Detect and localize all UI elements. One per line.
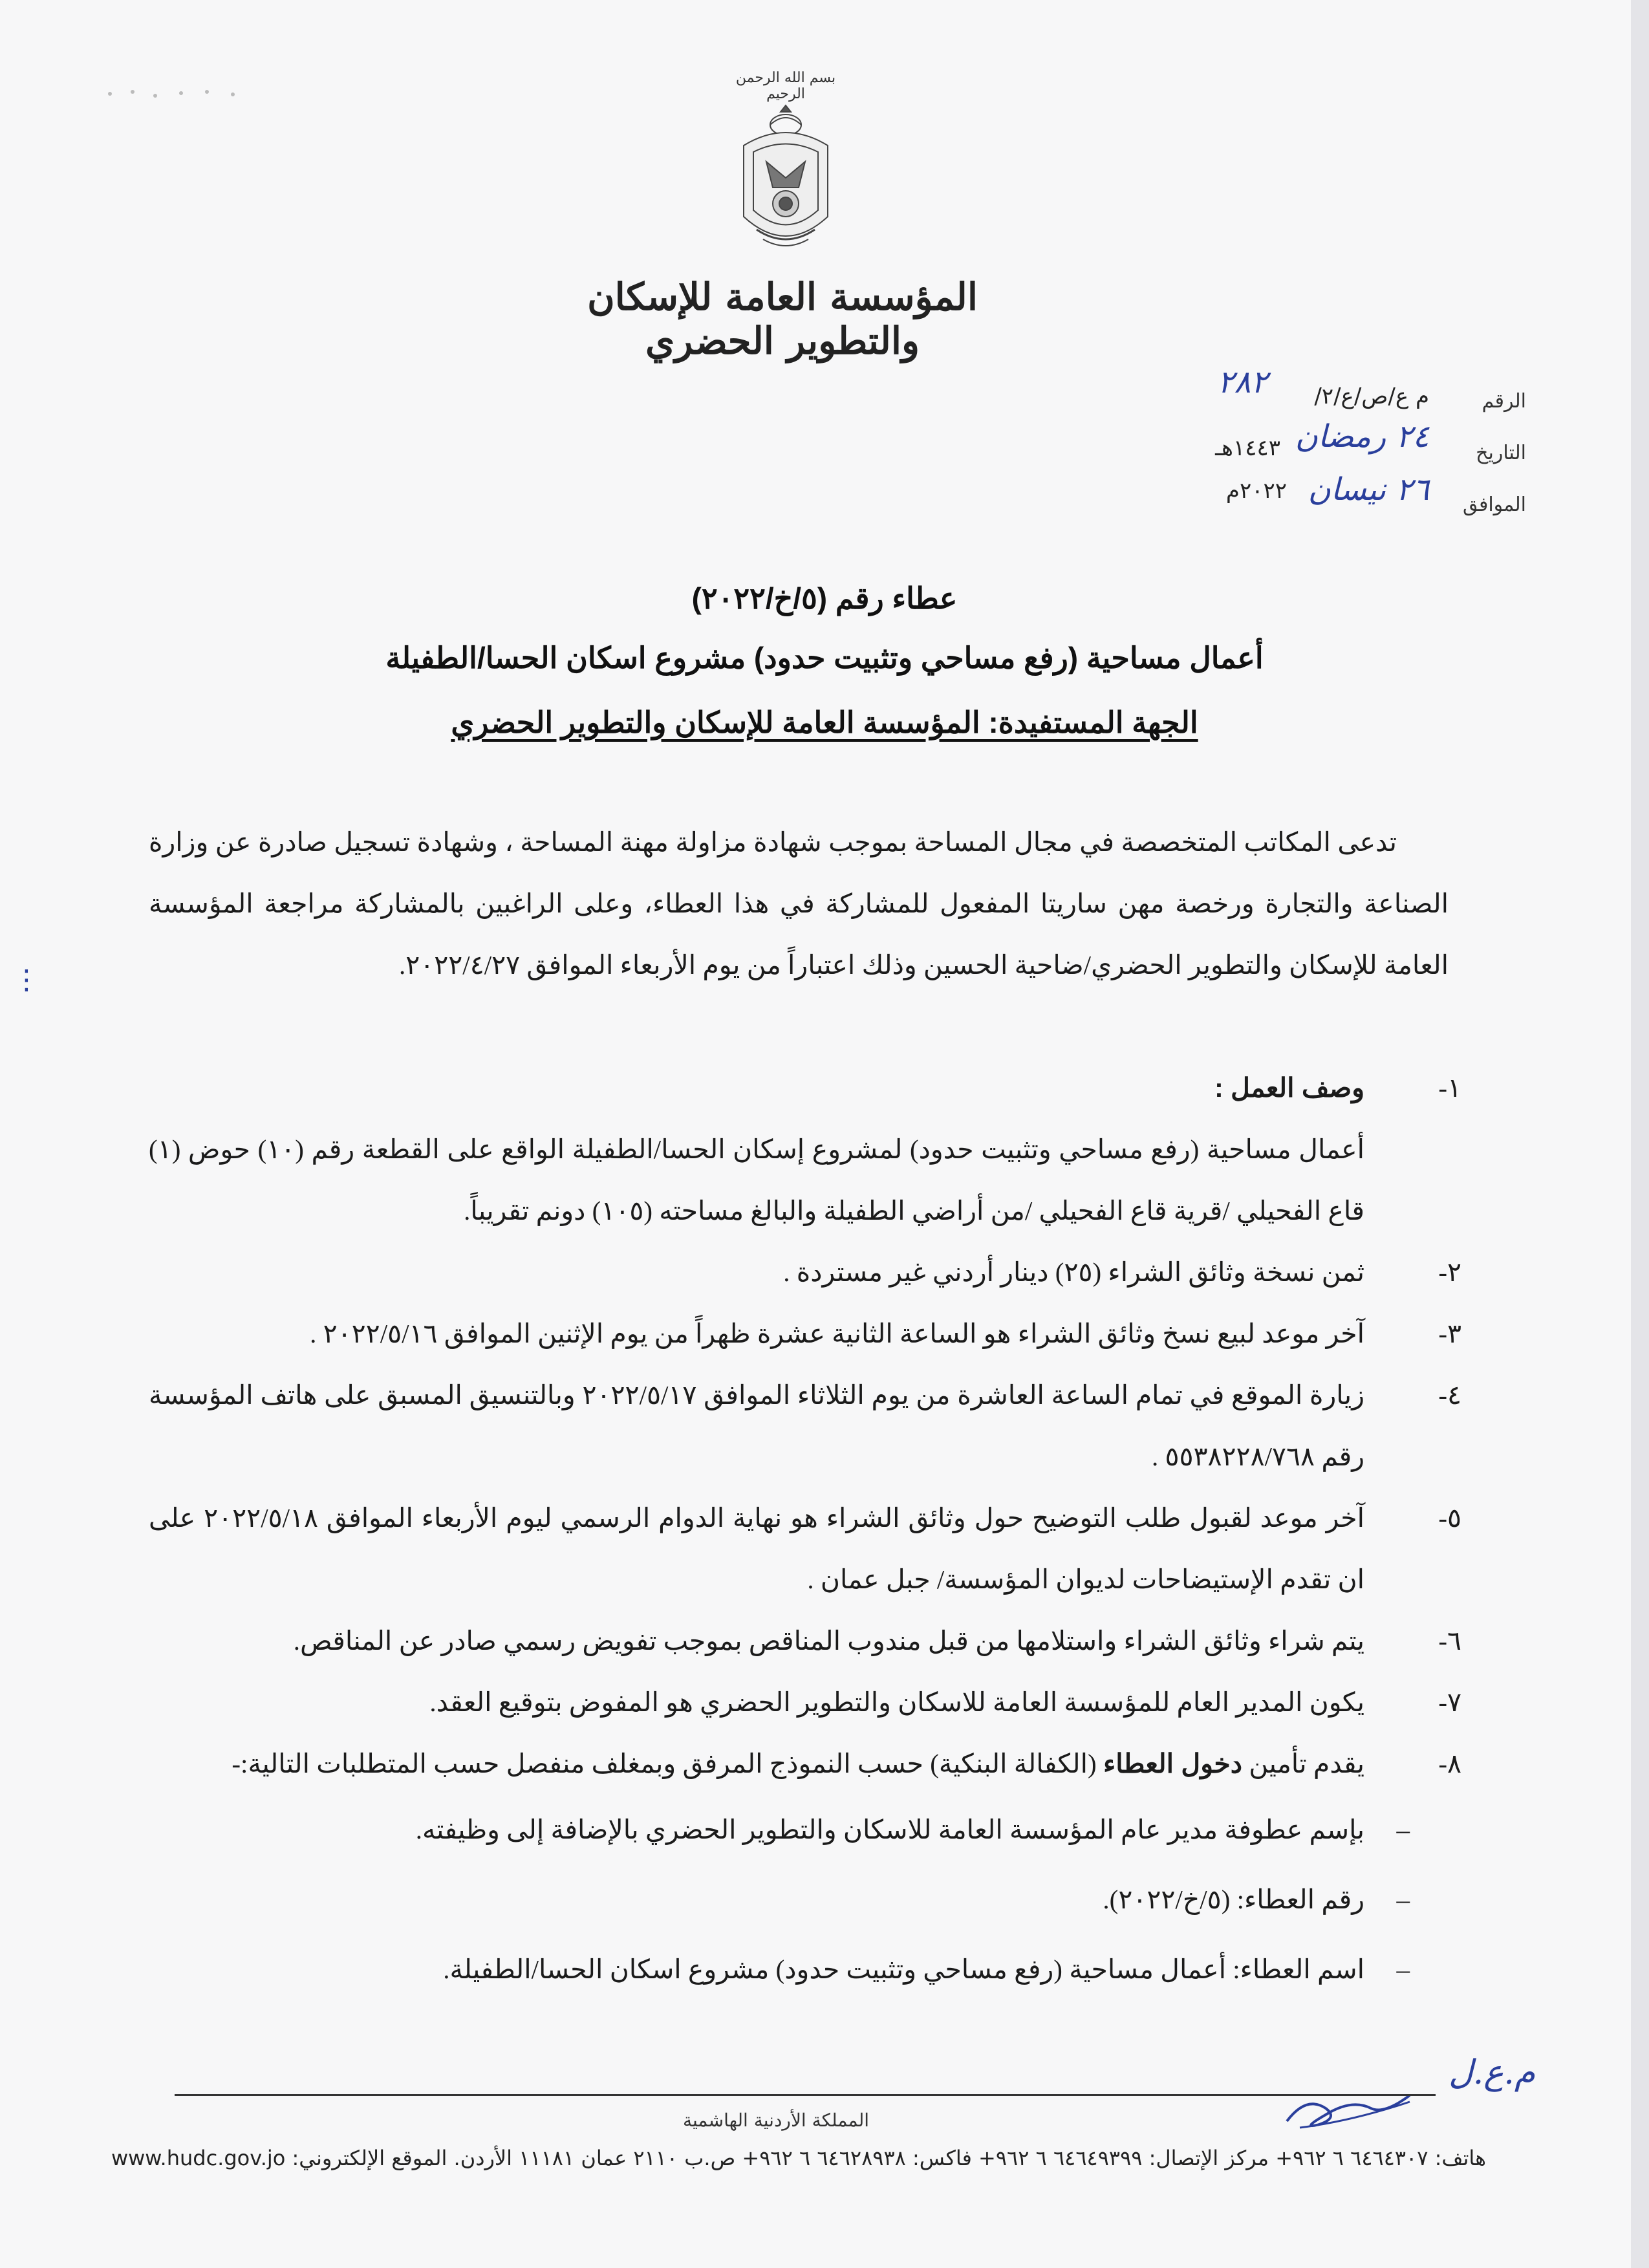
- bullet-item: [149, 1934, 1461, 2004]
- item-text: آخر موعد لقبول طلب التوضيح حول وثائق الشراء هو نهاية الدوام الرسمي ليوم الأربعاء الموافق ٢٠٢٢/٥/١٨ على ان تقدم الإستيضاحات لديوان المؤسسة/ جبل عمان .: [149, 1503, 1364, 1594]
- conditions-list: [149, 1057, 1461, 2004]
- beneficiary-title: [194, 705, 1455, 740]
- bullet-text: اسم العطاء: أعمال مساحية (رفع مساحي وتثبيت حدود) مشروع اسكان الحسا/الطفيلة.: [443, 1954, 1364, 1984]
- list-item: [149, 1365, 1461, 1487]
- beneficiary-title-text: الجهة المستفيدة: المؤسسة العامة للإسكان والتطوير الحضري: [451, 706, 1198, 739]
- date-printed: ١٤٤٣هـ: [1215, 435, 1280, 461]
- work-description-title: وصف العمل :: [1214, 1073, 1364, 1103]
- date-label: التاريخ: [1476, 442, 1526, 464]
- item-text-bold: دخول العطاء: [1103, 1749, 1242, 1778]
- scan-edge: [1631, 0, 1649, 2268]
- corresponding-label: الموافق: [1462, 493, 1526, 516]
- intro-paragraph: [149, 812, 1449, 996]
- item-number: ١-: [1438, 1073, 1461, 1103]
- intro-paragraph-text: تدعى المكاتب المتخصصة في مجال المساحة بموجب شهادة مزاولة مهنة المساحة ، وشهادة تسجيل صادرة عن وزارة الصناعة والتجارة ورخصة مهن ساريتا المفعول للمشاركة في هذا العطاء، وعلى الراغبين بالمشاركة مراجعة المؤسسة العامة للإسكان والتطوير الحضري/ضاحية الحسين وذلك اعتباراً من يوم الأربعاء الموافق ٢٠٢٢/٤/٢٧.: [149, 827, 1449, 980]
- item-text: آخر موعد لبيع نسخ وثائق الشراء هو الساعة الثانية عشرة ظهراً من يوم الإثنين الموافق ٢٠٢٢/٥/١٦ .: [310, 1319, 1364, 1348]
- jordan-coat-of-arms-icon: [731, 100, 841, 268]
- item-text-after: (الكفالة البنكية) حسب النموذج المرفق وبمغلف منفصل حسب المتطلبات التالية:-: [232, 1749, 1097, 1778]
- item-number: ٧-: [1438, 1687, 1461, 1717]
- handwritten-initials: م.ع.ل: [1449, 2053, 1536, 2092]
- item-number: ٤-: [1438, 1380, 1461, 1410]
- number-label: الرقم: [1482, 390, 1526, 413]
- list-item: [149, 1487, 1461, 1610]
- corresponding-handwritten: ٢٦ نيسان: [1308, 471, 1429, 508]
- reference-number-row: [944, 364, 1526, 417]
- signature-icon: [1280, 2082, 1423, 2134]
- item-text: زيارة الموقع في تمام الساعة العاشرة من يوم الثلاثاء الموافق ٢٠٢٢/٥/١٧ وبالتنسيق المسبق على هاتف المؤسسة رقم ٥٥٣٨٢٢٨/٧٦٨ .: [149, 1380, 1364, 1471]
- corresponding-date-row: [944, 471, 1526, 521]
- tender-subject-title: أعمال مساحية (رفع مساحي وتثبيت حدود) مشروع اسكان الحسا/الطفيلة: [385, 641, 1264, 675]
- footer-kingdom: المملكة الأردنية الهاشمية: [682, 2110, 870, 2131]
- list-item: [149, 1242, 1461, 1303]
- date-row: [944, 418, 1526, 469]
- number-prefix: م ع/ص/ع/٢/: [1314, 383, 1429, 409]
- item-text: يكون المدير العام للمؤسسة العامة للاسكان والتطوير الحضري هو المفوض بتوقيع العقد.: [429, 1687, 1364, 1717]
- margin-ink-mark: ⋮: [13, 964, 40, 995]
- list-item: [149, 1303, 1461, 1365]
- footer-divider: [175, 2094, 1436, 2096]
- item-text-before: يقدم تأمين: [1249, 1749, 1364, 1778]
- item-text: يتم شراء وثائق الشراء واستلامها من قبل مندوب المناقص بموجب تفويض رسمي صادر عن المناقص.: [293, 1626, 1364, 1656]
- bullet-dash: –: [1396, 1815, 1410, 1844]
- scan-artifact-dots: [103, 84, 246, 103]
- tender-number-title: عطاء رقم (٥/خ/٢٠٢٢): [691, 581, 958, 615]
- basmala: بسم الله الرحمن الرحيم: [735, 70, 836, 102]
- bullet-item: [149, 1864, 1461, 1934]
- footer-contact-info: هاتف: ٦٤٦٤٣٠٧ ٦ ٩٦٢+ مركز الإتصال: ٦٤٦٤٩٣٩٩ ٦ ٩٦٢+ فاكس: ٦٤٦٢٨٩٣٨ ٦ ٩٦٢+ ص.ب ٢١١٠ عمان ١١١٨١ الأردن. الموقع الإلكتروني: www.hudc.gov.jo: [111, 2146, 1487, 2170]
- org-name-logo: المؤسسة العامة للإسكان والتطوير الحضري: [587, 275, 978, 363]
- work-description-text: أعمال مساحية (رفع مساحي وتثبيت حدود) لمشروع إسكان الحسا/الطفيلة الواقع على القطعة رقم (١٠) حوض (١) قاع الفحيلي /قرية قاع الفحيلي /من أراضي الطفيلة والبالغ مساحته (١٠٥) دونم تقريباً.: [149, 1134, 1364, 1226]
- item-number: ٣-: [1438, 1319, 1461, 1348]
- item-number: ٨-: [1438, 1749, 1461, 1778]
- date-handwritten: ٢٤ رمضان: [1295, 418, 1429, 455]
- corresponding-printed: ٢٠٢٢م: [1225, 478, 1287, 504]
- list-item: [149, 1057, 1461, 1119]
- bullet-text: رقم العطاء: (٥/خ/٢٠٢٢).: [1103, 1885, 1364, 1914]
- item-number: ٥-: [1438, 1503, 1461, 1533]
- item-text: ثمن نسخة وثائق الشراء (٢٥) دينار أردني غير مستردة .: [783, 1257, 1364, 1287]
- list-item: [149, 1733, 1461, 1795]
- bullet-text: بإسم عطوفة مدير عام المؤسسة العامة للاسكان والتطوير الحضري بالإضافة إلى وظيفته.: [415, 1815, 1364, 1844]
- bullet-dash: –: [1396, 1885, 1410, 1914]
- item-number: ٦-: [1438, 1626, 1461, 1656]
- bullet-dash: –: [1396, 1954, 1410, 1984]
- list-item: [149, 1610, 1461, 1672]
- list-item: [149, 1672, 1461, 1733]
- number-handwritten: ٢٨٢: [1217, 364, 1267, 400]
- item-number: ٢-: [1438, 1257, 1461, 1287]
- bullet-item: [149, 1795, 1461, 1864]
